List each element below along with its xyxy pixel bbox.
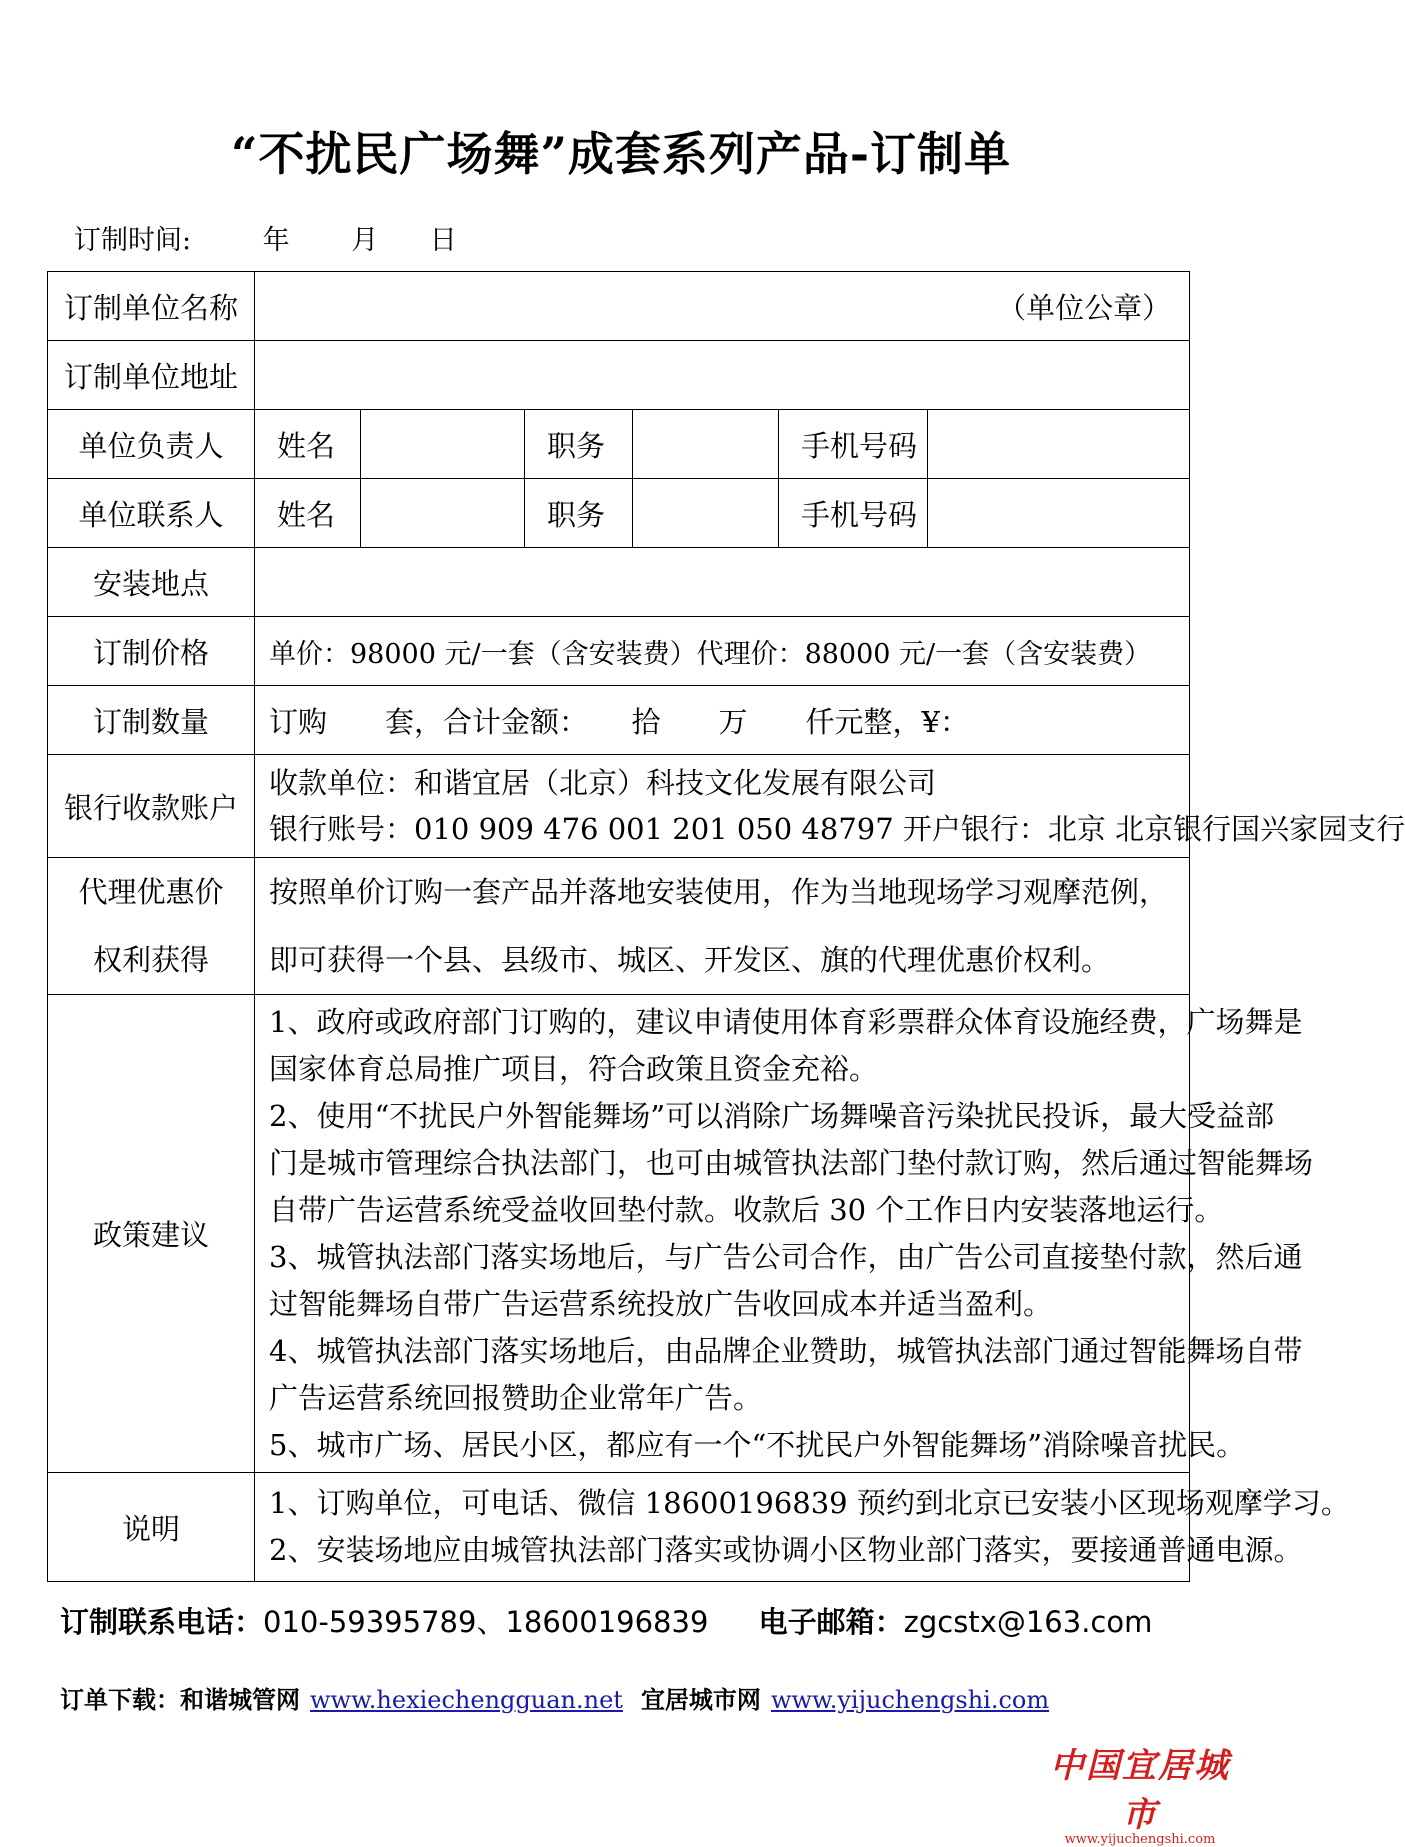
agent-label-line2: 权利获得 [92, 943, 209, 977]
row-notes [48, 1473, 1190, 1582]
yijuchengshi-link[interactable]: www.yijuchengshi.com [770, 1686, 1050, 1714]
unit-name-label: 订制单位名称 [48, 272, 255, 341]
leader-label: 单位负责人 [48, 410, 255, 479]
unit-address-label: 订制单位地址 [48, 341, 255, 410]
agent-label-line1: 代理优惠价 [78, 875, 224, 909]
notes-text [255, 1473, 1350, 1582]
policy-line: 1、政府或政府部门订购的，建议申请使用体育彩票群众体育设施经费，广场舞是 [269, 1004, 1303, 1039]
date-year[interactable]: 年 [262, 225, 290, 256]
policy-line: 自带广告运营系统受益收回垫付款。收款后 30 个工作日内安装落地运行。 [269, 1192, 1224, 1227]
policy-line: 门是城市管理综合执法部门，也可由城管执法部门垫付款订购，然后通过智能舞场 [269, 1145, 1314, 1180]
download-footer [60, 1680, 1067, 1715]
phone-label: 订制联系电话： [60, 1605, 264, 1639]
row-unit-name [48, 272, 1190, 341]
row-quantity [48, 686, 1190, 755]
policy-line: 5、城市广场、居民小区，都应有一个“不扰民户外智能舞场”消除噪音扰民。 [269, 1427, 1246, 1462]
contact-title-label: 职务 [525, 479, 633, 548]
order-date-row [74, 218, 457, 257]
policy-line: 4、城管执法部门落实场地后，由品牌企业赞助，城管执法部门通过智能舞场自带 [269, 1333, 1303, 1368]
row-bank [48, 755, 1190, 858]
agent-line2: 即可获得一个县、县级市、城区、开发区、旗的代理优惠价权利。 [269, 943, 1111, 977]
date-day[interactable]: 日 [429, 225, 457, 256]
leader-phone-field[interactable] [928, 410, 1190, 479]
row-policy [48, 995, 1190, 1473]
unit-name-field[interactable] [255, 272, 1190, 341]
policy-line: 广告运营系统回报赞助企业常年广告。 [269, 1380, 763, 1415]
policy-line: 国家体育总局推广项目，符合政策且资金充裕。 [269, 1051, 879, 1086]
yijuchengshi-logo [1050, 1738, 1230, 1847]
policy-label: 政策建议 [48, 995, 255, 1473]
contact-phone-field[interactable] [928, 479, 1190, 548]
price-label: 订制价格 [48, 617, 255, 686]
agent-text [255, 858, 1190, 995]
row-agent [48, 858, 1190, 995]
order-form-table [47, 271, 1405, 1582]
unit-seal-label: （单位公章） [997, 290, 1172, 325]
contact-name-field[interactable] [361, 479, 525, 548]
location-label: 安装地点 [48, 548, 255, 617]
notes-line2: 2、安装场地应由城管执法部门落实或协调小区物业部门落实，要接通普通电源。 [269, 1533, 1303, 1567]
bank-payee: 收款单位：和谐宜居（北京）科技文化发展有限公司 [269, 766, 937, 800]
email-label: 电子邮箱： [758, 1605, 904, 1639]
leader-title-field[interactable] [633, 410, 779, 479]
page-title: “不扰民广场舞”成套系列产品-订制单 [230, 127, 1011, 181]
contact-label: 单位联系人 [48, 479, 255, 548]
leader-name-field[interactable] [361, 410, 525, 479]
leader-phone-label: 手机号码 [779, 410, 928, 479]
contact-title-field[interactable] [633, 479, 779, 548]
row-location [48, 548, 1190, 617]
site2-label: 宜居城市网 [640, 1685, 761, 1714]
contact-phone-label: 手机号码 [779, 479, 928, 548]
row-contact [48, 479, 1190, 548]
date-month[interactable]: 月 [351, 225, 379, 256]
hexiechengguan-link[interactable]: www.hexiechengguan.net [310, 1686, 623, 1714]
contact-name-label: 姓名 [255, 479, 361, 548]
row-price [48, 617, 1190, 686]
quantity-label: 订制数量 [48, 686, 255, 755]
location-field[interactable] [255, 548, 1190, 617]
agent-line1: 按照单价订购一套产品并落地安装使用，作为当地现场学习观摩范例， [269, 875, 1169, 909]
policy-line: 2、使用“不扰民户外智能舞场”可以消除广场舞噪音污染扰民投诉，最大受益部 [269, 1098, 1275, 1133]
policy-line: 过智能舞场自带广告运营系统投放广告收回成本并适当盈利。 [269, 1286, 1053, 1321]
notes-line1: 1、订购单位，可电话、微信 18600196839 预约到北京已安装小区现场观摩学习。 [269, 1486, 1350, 1520]
unit-address-field[interactable] [255, 341, 1190, 410]
date-label: 订制时间: [74, 225, 192, 256]
bank-label: 银行收款账户 [48, 755, 255, 858]
row-leader [48, 410, 1190, 479]
quantity-field[interactable]: 订购 套，合计金额： 拾 万 仟元整，¥： [255, 686, 1190, 755]
notes-label: 说明 [48, 1473, 255, 1582]
price-value: 单价：98000 元/一套（含安装费）代理价：88000 元/一套（含安装费） [255, 617, 1190, 686]
bank-account: 银行账号：010 909 476 001 201 050 48797 开户银行：北京 北京银行国兴家园支行 [269, 812, 1405, 846]
email-value: zgcstx@163.com [903, 1605, 1153, 1639]
phone-value: 010-59395789、18600196839 [263, 1605, 709, 1639]
row-unit-address [48, 341, 1190, 410]
agent-label [48, 858, 255, 995]
policy-line: 3、城管执法部门落实场地后，与广告公司合作，由广告公司直接垫付款，然后通 [269, 1239, 1303, 1274]
logo-text: 中国宜居城市 [1050, 1746, 1230, 1835]
leader-title-label: 职务 [525, 410, 633, 479]
logo-url: www.yijuchengshi.com [1064, 1832, 1216, 1847]
policy-text [255, 995, 1314, 1473]
download-label: 订单下载：和谐城管网 [60, 1685, 300, 1714]
bank-info [255, 755, 1405, 858]
leader-name-label: 姓名 [255, 410, 361, 479]
contact-footer [60, 1600, 1152, 1641]
